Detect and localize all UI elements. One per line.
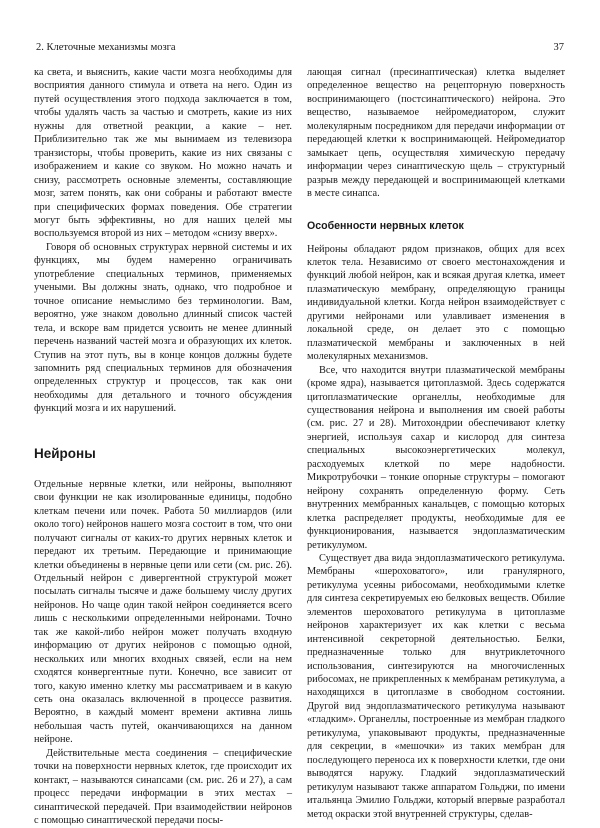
page-number: 37 bbox=[553, 42, 564, 53]
right-column bbox=[307, 66, 565, 821]
paragraph: Отдельные нервные клетки, или нейроны, выполняют свои функции не как изолированные единицы, подобно клеткам печени или почек. Работа 50 миллиардов (или около того) нейронов нашего мозга состоит в том, что они получают сигналы от каких-то других нервных клеток и передают их третьим. Передающие и принимающие клетки объединены в нервные цепи или сети (см. рис. 26). Отдельный нейрон с дивергентной структурой может посылать сигналы тысяче и даже большему числу других нейронов. Но чаще один такой нейрон соединяется всего лишь с несколькими определенными нейронами. Точно так же какой-либо нейрон может получать входную информацию от других нейронов с помощью одной, нескольких или многих входных связей, если на нем сходятся конвергентные пути. Конечно, все зависит от того, какую именно клетку мы рассматриваем и в какую сеть она оказалась включенной в процессе развития. Вероятно, в каждый момент времени активна лишь небольшая часть путей, оканчивающихся на данном нейроне. bbox=[34, 478, 292, 746]
paragraph: Действительные места соединения – специфические точки на поверхности нервных клеток, где происходит их контакт, – называются синапсами (см. рис. 26 и 27), а сам процесс передачи информации в этих местах – синаптической передачей. При взаимодействии нейронов с помощью синаптической передачи посы- bbox=[34, 747, 292, 827]
left-column bbox=[34, 66, 292, 828]
page-header bbox=[36, 40, 564, 56]
section-heading: Нейроны bbox=[34, 445, 96, 461]
paragraph: Говоря об основных структурах нервной системы и их функциях, мы будем намеренно ограничивать употребление специальных терминов, применяемых учеными. Вы должны знать, однако, что подробное и точное описание немыслимо без терминологии. Вам, вероятно, уже знаком довольно длинный список частей тела, и вскоре вам придется усвоить не менее длинный перечень названий частей мозга и образующих их клеток. Ступив на этот путь, вы в конце концов должны будете запомнить ряд специальных терминов для обозначения определенных структур и процессов, так как они необходимы для детального и точного обсуждения функций мозга и их нарушений. bbox=[34, 241, 292, 415]
paragraph: Все, что находится внутри плазматической мембраны (кроме ядра), называется цитоплазмой. Здесь содержатся цитоплазматические органеллы, необходимые для существования нейрона и выполнения им своей работы (см. рис. 27 и 28). Митохондрии обеспечивают клетку энергией, используя сахар и кислород для синтеза специальных высокоэнергетических молекул, расходуемых клеткой по мере надобности. Микротрубочки – тонкие опорные структуры – помогают нейрону сохранять определенную форму. Сеть внутренних мембранных канальцев, с помощью которых клетка распределяет продукты, необходимые для ее функционирования, называется эндоплазматическим ретикулумом. bbox=[307, 364, 565, 551]
subsection-heading: Особенности нервных клеток bbox=[307, 219, 464, 232]
paragraph: лающая сигнал (пресинаптическая) клетка выделяет определенное вещество на рецепторную поверхность воспринимающего (постсинаптического) нейрона. Это вещество, называемое нейромедиатором, служит молекулярным посредником для передачи информации от передающей клетки к воспринимающей. Нейромедиатор замыкает цепь, осуществляя химическую передачу информации через синаптическую щель – структурный разрыв между передающей и воспринимающей клетками в месте синапса. bbox=[307, 67, 565, 200]
paragraph: Существует два вида эндоплазматического ретикулума. Мембраны «шероховатого», или гранулярного, ретикулума усеяны рибосомами, необходимыми клетке для синтеза секретируемых ею белковых веществ. Обилие элементов шероховатого ретикулума в цитоплазме нейронов характеризует их как клетки с весьма интенсивной секреторной деятельностью. Белки, предназначенные только для внутриклеточного использования, синтезируются на многочисленных рибосомах, не прикрепленных к мембранам ретикулума, а находящихся в цитоплазме в свободном состоянии. Другой вид эндоплазматического ретикулума называют «гладким». Органеллы, построенные из мембран гладкого ретикулума, упаковывают продукты, предназначенные для секреции, в «мешочки» из таких мембран для последующего переноса их к поверхности клетки, где они выводятся наружу. Гладкий эндоплазматический ретикулум называют также аппаратом Гольджи, по имени итальянца Эмилио Гольджи, который впервые разработал метод окраски этой внутренней структуры, сделав- bbox=[307, 552, 565, 820]
chapter-title: 2. Клеточные механизмы мозга bbox=[36, 42, 176, 53]
paragraph: ка света, и выяснить, какие части мозга необходимы для восприятия данного стимула и ответа на него. Один из путей осуществления этого подхода заключается в том, чтобы удалять часть за частью и смотреть, какие из них нужны для ответной реакции, а какие – нет. Приблизительно так же мы вынимаем из телевизора транзисторы, чтобы проверить, какие из них связаны с изображением и какие со звуком. Но можно начать и снизу, рассмотреть основные элементы, составляющие мозг, затем понять, как они собраны и работают вместе при специфических формах поведения. Обе стратегии могут быть эффективны, но для наших целей мы воспользуемся второй из них – методом «снизу вверх». bbox=[34, 67, 292, 240]
paragraph: Нейроны обладают рядом признаков, общих для всех клеток тела. Независимо от своего местонахождения и функций любой нейрон, как и всякая другая клетка, имеет плазматическую мембрану, определяющую границы индивидуальной клетки. Когда нейрон взаимодействует с другими нейронами или улавливает изменения в локальной среде, он делает это с помощью плазматической мембраны и заключенных в ней молекулярных механизмов. bbox=[307, 243, 565, 363]
